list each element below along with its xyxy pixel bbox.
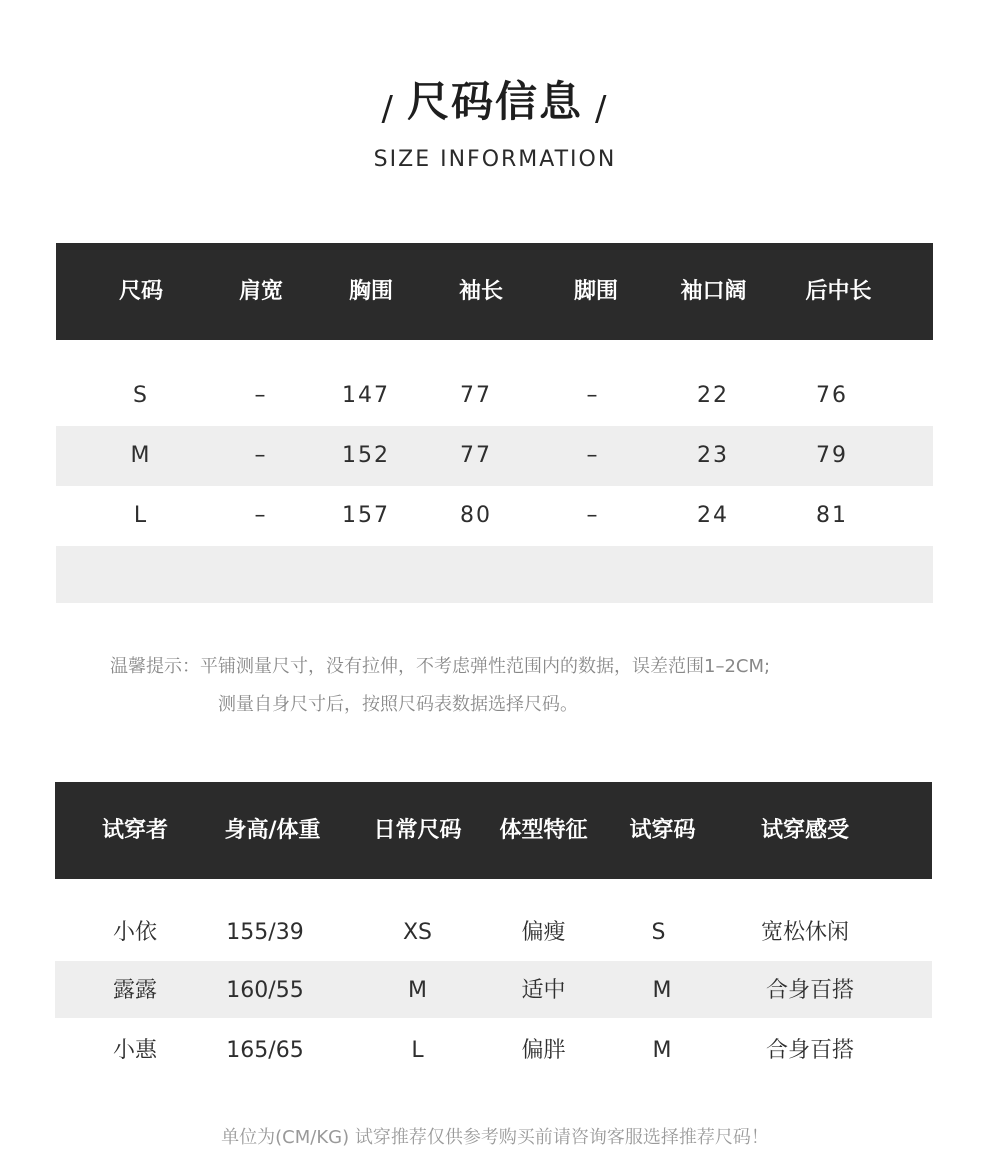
header-shoulder: 肩宽 [238, 279, 283, 304]
table-row [56, 366, 933, 426]
cell-sleeve: 77 [460, 383, 492, 408]
cell-body-type: 偏瘦 [521, 920, 566, 945]
note-line-1: 温馨提示：平铺测量尺寸，没有拉伸，不考虑弹性范围内的数据，误差范围1–2CM; [110, 656, 771, 677]
header-size: 尺码 [118, 279, 163, 304]
cell-back-length: 76 [816, 383, 848, 408]
title-slash-right: / [595, 89, 609, 129]
header-hem: 脚围 [573, 279, 618, 304]
title-chinese [0, 72, 990, 132]
cell-tester: 小惠 [112, 1038, 157, 1063]
cell-tried-size: S [651, 920, 666, 945]
cell-tester: 露露 [112, 978, 157, 1003]
title-text: 尺码信息 [406, 77, 583, 126]
table-row [56, 426, 933, 486]
cell-shoulder: – [254, 443, 268, 468]
header-usual-size: 日常尺码 [373, 818, 462, 843]
header-chest: 胸围 [348, 279, 393, 304]
cell-fit-feeling: 合身百搭 [765, 978, 854, 1003]
cell-sleeve: 80 [460, 503, 492, 528]
fit-table [55, 782, 932, 1084]
cell-height-weight: 155/39 [226, 920, 304, 945]
header-back-length: 后中长 [805, 279, 872, 304]
cell-hem: – [586, 383, 600, 408]
fit-table-header [55, 782, 932, 879]
title-english: SIZE INFORMATION [373, 147, 617, 172]
header-tried-size: 试穿码 [629, 818, 696, 843]
cell-usual-size: XS [402, 920, 433, 945]
cell-size: M [130, 443, 152, 468]
cell-fit-feeling: 合身百搭 [765, 1038, 854, 1063]
size-table-header [56, 243, 933, 340]
cell-usual-size: M [408, 978, 427, 1003]
cell-size: L [133, 503, 149, 528]
header-fit-feeling: 试穿感受 [760, 818, 849, 843]
cell-tried-size: M [652, 1038, 672, 1063]
cell-height-weight: 160/55 [226, 978, 304, 1003]
cell-chest: 147 [342, 383, 390, 408]
cell-height-weight: 165/65 [226, 1038, 304, 1063]
size-table [56, 243, 933, 603]
cell-back-length: 81 [816, 503, 848, 528]
table-row [55, 1018, 932, 1084]
cell-chest: 157 [342, 503, 390, 528]
cell-sleeve: 77 [460, 443, 492, 468]
table-row-empty [56, 546, 933, 603]
footer-disclaimer: 单位为(CM/KG) 试穿推荐仅供参考购买前请咨询客服选择推荐尺码！ [221, 1127, 769, 1148]
header-height-weight: 身高/体重 [224, 818, 321, 843]
cell-back-length: 79 [816, 443, 848, 468]
cell-usual-size: L [411, 1038, 424, 1063]
cell-body-type: 偏胖 [521, 1038, 566, 1063]
cell-tried-size: M [652, 978, 672, 1003]
table-row [55, 961, 932, 1018]
header-tester: 试穿者 [101, 818, 168, 843]
header-cuff: 袖口阔 [680, 279, 747, 304]
table-row [55, 903, 932, 961]
cell-hem: – [586, 503, 600, 528]
header-sleeve: 袖长 [458, 279, 503, 304]
cell-shoulder: – [254, 383, 268, 408]
section-title [0, 72, 990, 174]
cell-tester: 小依 [112, 920, 157, 945]
measurement-note [110, 648, 930, 724]
cell-cuff: 22 [697, 383, 729, 408]
header-body-type: 体型特征 [499, 818, 588, 843]
cell-body-type: 适中 [521, 978, 566, 1003]
cell-cuff: 24 [697, 503, 729, 528]
note-line-2: 测量自身尺寸后，按照尺码表数据选择尺码。 [218, 694, 578, 715]
cell-chest: 152 [342, 443, 390, 468]
cell-fit-feeling: 宽松休闲 [760, 920, 849, 945]
cell-hem: – [586, 443, 600, 468]
cell-shoulder: – [254, 503, 268, 528]
cell-cuff: 23 [697, 443, 729, 468]
cell-size: S [133, 383, 149, 408]
table-row [56, 486, 933, 546]
title-slash-left: / [381, 89, 395, 129]
